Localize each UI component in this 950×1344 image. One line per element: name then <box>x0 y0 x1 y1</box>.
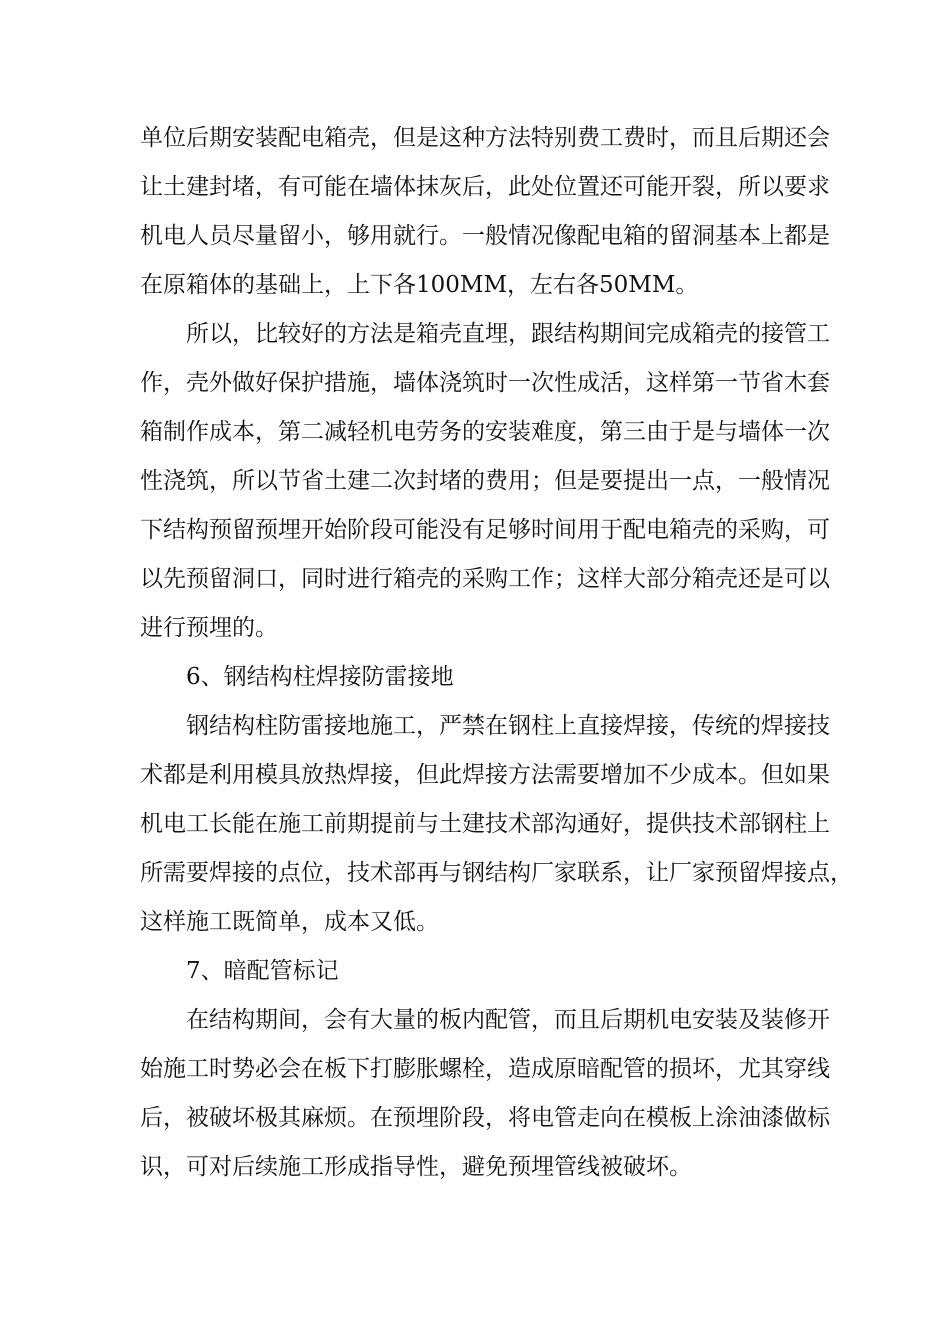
text-line: 机电人员尽量留小，够用就行。一般情况像配电箱的留洞基本上都是 <box>140 223 830 249</box>
section-heading <box>140 947 830 996</box>
text-line: 所需要焊接的点位，技术部再与钢结构厂家联系，让厂家预留焊接点， <box>140 860 853 886</box>
text-line: 始施工时势必会在板下打膨胀螺栓，造成原暗配管的损坏，尤其穿线 <box>140 1056 830 1082</box>
heading-text: 6、钢结构柱焊接防雷接地 <box>186 664 454 690</box>
text-line: 识，可对后续施工形成指导性，避免预埋管线被破坏。 <box>140 1154 692 1180</box>
text-line: 下结构预留预埋开始阶段可能没有足够时间用于配电箱壳的采购，可 <box>140 517 830 543</box>
text-line: 让土建封堵，有可能在墙体抹灰后，此处位置还可能开裂，所以要求 <box>140 174 830 200</box>
text-line: 后，被破坏极其麻烦。在预埋阶段，将电管走向在模板上涂油漆做标 <box>140 1105 830 1131</box>
text-line: 在原箱体的基础上，上下各100MM，左右各50MM。 <box>140 272 699 298</box>
paragraph <box>140 114 830 310</box>
paragraph <box>140 310 830 653</box>
text-line: 这样施工既简单，成本又低。 <box>140 909 439 935</box>
text-line: 性浇筑，所以节省土建二次封堵的费用；但是要提出一点，一般情况 <box>140 468 830 494</box>
heading-text: 7、暗配管标记 <box>186 958 339 984</box>
text-line: 机电工长能在施工前期提前与土建技术部沟通好，提供技术部钢柱上 <box>140 811 830 837</box>
section-heading <box>140 653 830 702</box>
document-page <box>140 114 853 1192</box>
text-line: 单位后期安装配电箱壳，但是这种方法特别费工费时，而且后期还会 <box>140 125 830 151</box>
paragraph <box>140 996 830 1192</box>
text-line: 在结构期间，会有大量的板内配管，而且后期机电安装及装修开 <box>186 1007 830 1033</box>
text-line: 所以，比较好的方法是箱壳直埋，跟结构期间完成箱壳的接管工 <box>186 321 830 347</box>
text-line: 术都是利用模具放热焊接，但此焊接方法需要增加不少成本。但如果 <box>140 762 830 788</box>
text-line: 钢结构柱防雷接地施工，严禁在钢柱上直接焊接，传统的焊接技 <box>186 713 830 739</box>
text-line: 作，壳外做好保护措施，墙体浇筑时一次性成活，这样第一节省木套 <box>140 370 830 396</box>
text-line: 进行预埋的。 <box>140 615 278 641</box>
text-line: 箱制作成本，第二减轻机电劳务的安装难度，第三由于是与墙体一次 <box>140 419 830 445</box>
paragraph <box>140 702 853 947</box>
text-line: 以先预留洞口，同时进行箱壳的采购工作；这样大部分箱壳还是可以 <box>140 566 830 592</box>
